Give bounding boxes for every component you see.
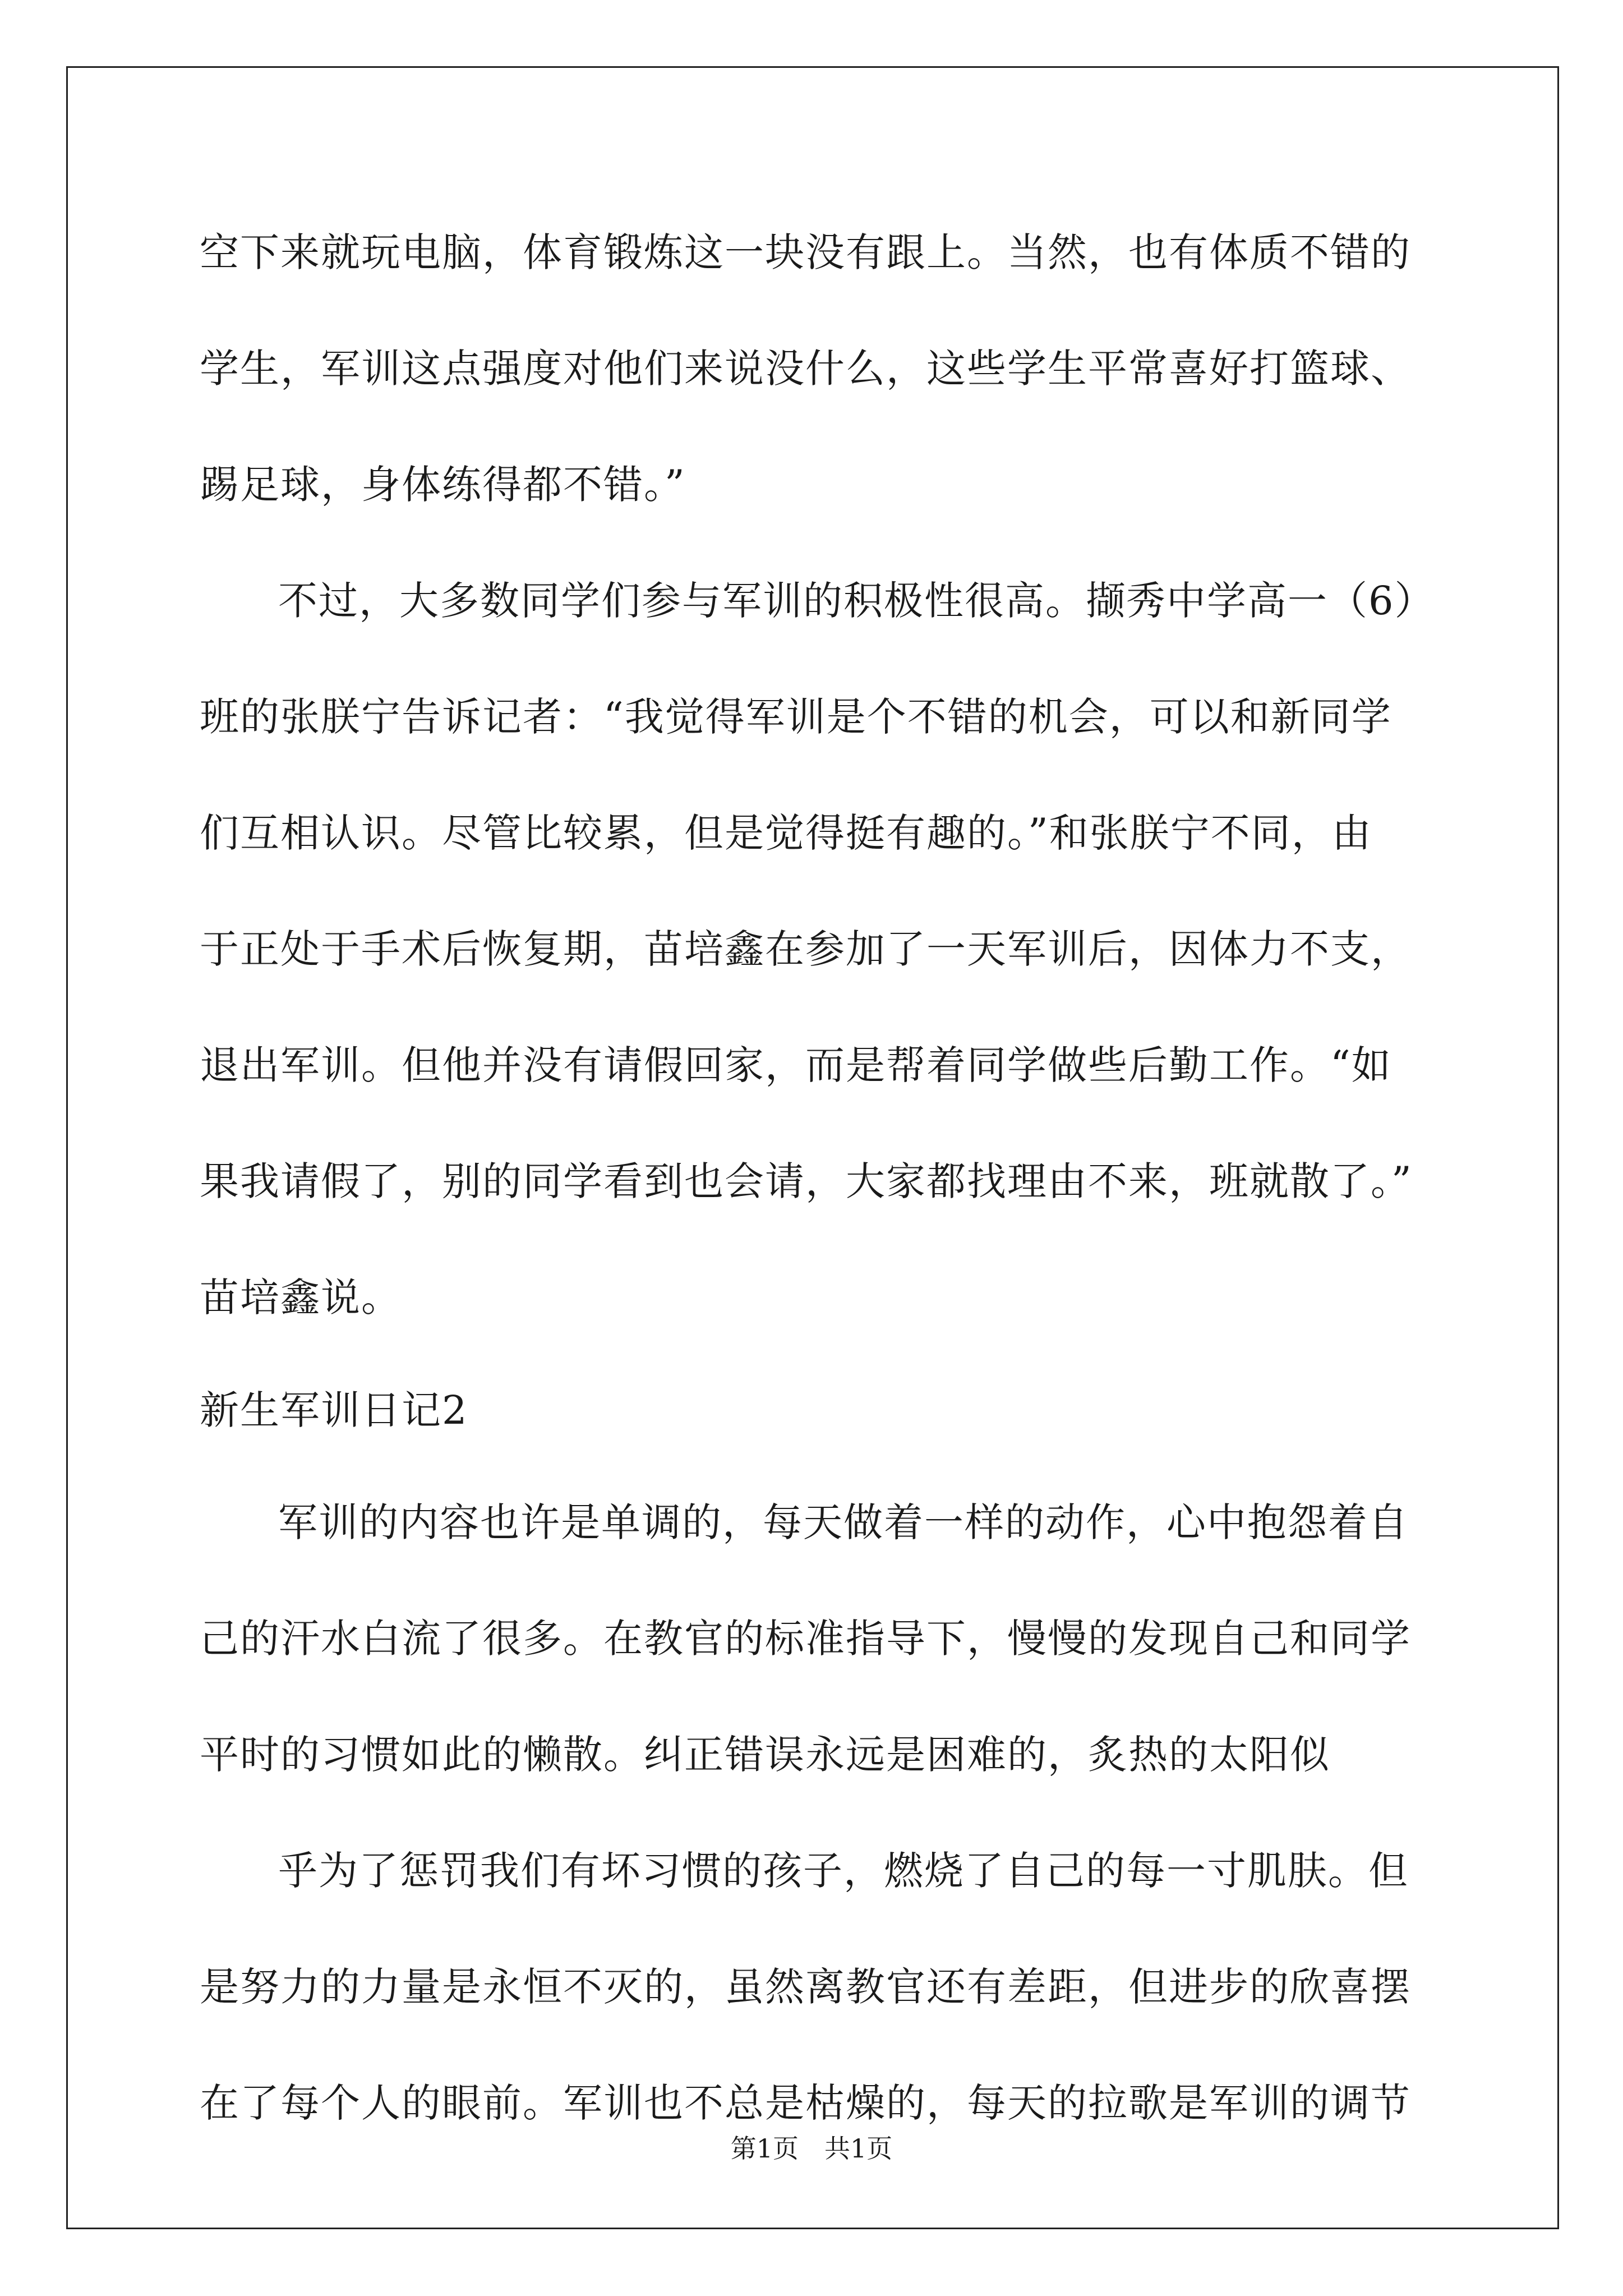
text-line: 学生，军训这点强度对他们来说没什么，这些学生平常喜好打篮球、 bbox=[200, 346, 1411, 392]
text-line: 平时的习惯如此的懒散。纠正错误永远是困难的，炙热的太阳似 bbox=[200, 1732, 1330, 1778]
text-line: 是努力的力量是永恒不灭的，虽然离教官还有差距，但进步的欣喜摆 bbox=[200, 1964, 1411, 2010]
section-heading: 新生军训日记2 bbox=[200, 1387, 468, 1433]
text-line: 己的汗水白流了很多。在教官的标准指导下，慢慢的发现自己和同学 bbox=[200, 1616, 1411, 1662]
paragraph-start-line: 军训的内容也许是单调的，每天做着一样的动作，心中抱怨着自 bbox=[278, 1499, 1409, 1545]
text-line: 于正处于手术后恢复期，苗培鑫在参加了一天军训后，因体力不支， bbox=[200, 926, 1411, 972]
text-line: 踢足球，身体练得都不错。” bbox=[200, 462, 686, 508]
text-line: 退出军训。但他并没有请假回家，而是帮着同学做些后勤工作。“如 bbox=[200, 1042, 1392, 1088]
paragraph-start-line: 不过，大多数同学们参与军训的积极性很高。撷秀中学高一（6） bbox=[278, 578, 1435, 624]
paragraph-start-line: 乎为了惩罚我们有坏习惯的孩子，燃烧了自己的每一寸肌肤。但 bbox=[278, 1848, 1409, 1894]
page-number-footer: 第1页 共1页 bbox=[730, 2133, 893, 2164]
text-line: 在了每个人的眼前。军训也不总是枯燥的，每天的拉歌是军训的调节 bbox=[200, 2080, 1411, 2126]
text-line: 果我请假了，别的同学看到也会请，大家都找理由不来，班就散了。” bbox=[200, 1158, 1413, 1204]
text-line: 班的张朕宁告诉记者：“我觉得军训是个不错的机会，可以和新同学 bbox=[200, 694, 1392, 740]
text-line: 苗培鑫说。 bbox=[200, 1274, 402, 1320]
text-line: 空下来就玩电脑，体育锻炼这一块没有跟上。当然，也有体质不错的 bbox=[200, 229, 1411, 275]
text-line: 们互相认识。尽管比较累，但是觉得挺有趣的。”和张朕宁不同，由 bbox=[200, 810, 1372, 856]
